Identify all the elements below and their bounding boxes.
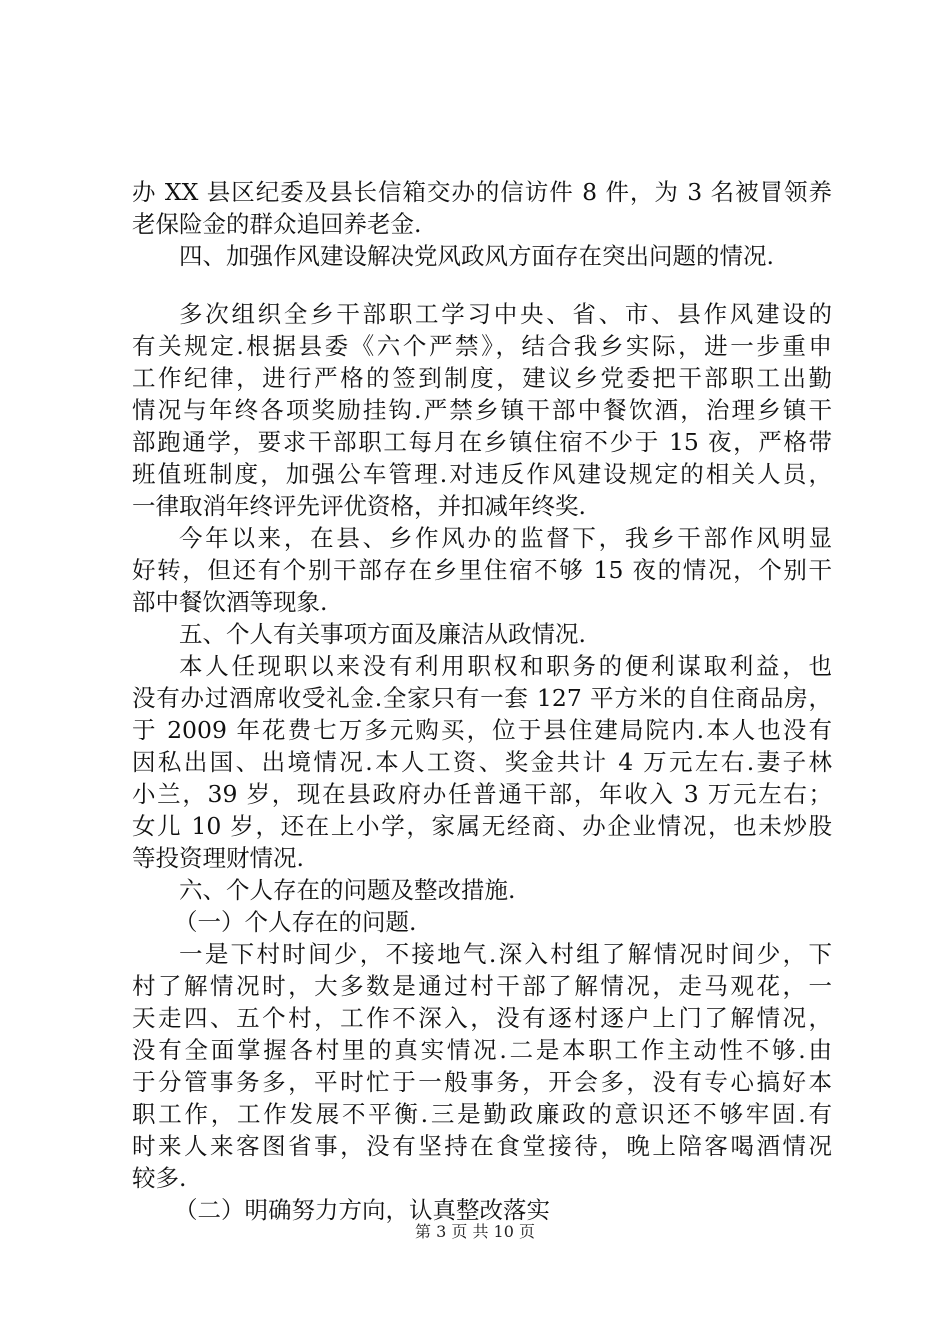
paragraph-line: 情况与年终各项奖励挂钩.严禁乡镇干部中餐饮酒，治理乡镇干 xyxy=(132,396,832,424)
paragraph-line: 于 2009 年花费七万多元购买，位于县住建局院内.本人也没有 xyxy=(132,716,832,744)
paragraph-line: 小兰，39 岁，现在县政府办任普通干部，年收入 3 万元左右； xyxy=(132,780,832,808)
paragraph-line: 本人任现职以来没有利用职权和职务的便利谋取利益，也 xyxy=(179,652,832,680)
paragraph-line: 部中餐饮酒等现象. xyxy=(132,588,328,616)
paragraph-line: 于分管事务多，平时忙于一般事务，开会多，没有专心搞好本 xyxy=(132,1068,832,1096)
paragraph-line: 女儿 10 岁，还在上小学，家属无经商、办企业情况，也未炒股 xyxy=(132,812,832,840)
paragraph-line: 职工作，工作发展不平衡.三是勤政廉政的意识还不够牢固.有 xyxy=(132,1100,832,1128)
paragraph-line: 没有办过酒席收受礼金.全家只有一套 127 平方米的自住商品房， xyxy=(132,684,832,712)
paragraph-line: 办 XX 县区纪委及县长信箱交办的信访件 8 件，为 3 名被冒领养 xyxy=(132,178,832,206)
paragraph-line: 多次组织全乡干部职工学习中央、省、市、县作风建设的 xyxy=(179,300,832,328)
paragraph-line: 班值班制度，加强公车管理.对违反作风建设规定的相关人员， xyxy=(132,460,832,488)
paragraph-line: 工作纪律，进行严格的签到制度，建议乡党委把干部职工出勤 xyxy=(132,364,832,392)
paragraph-line: 村了解情况时，大多数是通过村干部了解情况，走马观花，一 xyxy=(132,972,832,1000)
paragraph-line: 因私出国、出境情况.本人工资、奖金共计 4 万元左右.妻子林 xyxy=(132,748,832,776)
blank-spacing xyxy=(132,272,832,298)
paragraph-line: 较多. xyxy=(132,1164,187,1192)
paragraph-line: 好转，但还有个别干部存在乡里住宿不够 15 夜的情况，个别干 xyxy=(132,556,832,584)
section-heading: 四、加强作风建设解决党风政风方面存在突出问题的情况. xyxy=(179,242,774,270)
paragraph-line: 有关规定.根据县委《六个严禁》，结合我乡实际，进一步重申 xyxy=(132,332,832,360)
paragraph-line: 老保险金的群众追回养老金. xyxy=(132,210,422,238)
section-heading: 五、个人有关事项方面及廉洁从政情况. xyxy=(179,620,586,648)
subsection-heading: （二）明确努力方向，认真整改落实 xyxy=(174,1196,550,1224)
paragraph-line: 部跑通学，要求干部职工每月在乡镇住宿不少于 15 夜，严格带 xyxy=(132,428,832,456)
page-number-footer: 第 3 页 共 10 页 xyxy=(415,1222,535,1241)
paragraph-line: 天走四、五个村，工作不深入，没有逐村逐户上门了解情况， xyxy=(132,1004,832,1032)
paragraph-line: 今年以来，在县、乡作风办的监督下，我乡干部作风明显 xyxy=(179,524,832,552)
paragraph-line: 等投资理财情况. xyxy=(132,844,304,872)
subsection-heading: （一）个人存在的问题. xyxy=(174,908,417,936)
paragraph-line: 一律取消年终评先评优资格，并扣减年终奖. xyxy=(132,492,586,520)
paragraph-line: 一是下村时间少，不接地气.深入村组了解情况时间少，下 xyxy=(179,940,832,968)
section-heading: 六、个人存在的问题及整改措施. xyxy=(179,876,516,904)
paragraph-line: 时来人来客图省事，没有坚持在食堂接待，晚上陪客喝酒情况 xyxy=(132,1132,832,1160)
paragraph-line: 没有全面掌握各村里的真实情况.二是本职工作主动性不够.由 xyxy=(132,1036,832,1064)
document-body xyxy=(132,176,832,1226)
